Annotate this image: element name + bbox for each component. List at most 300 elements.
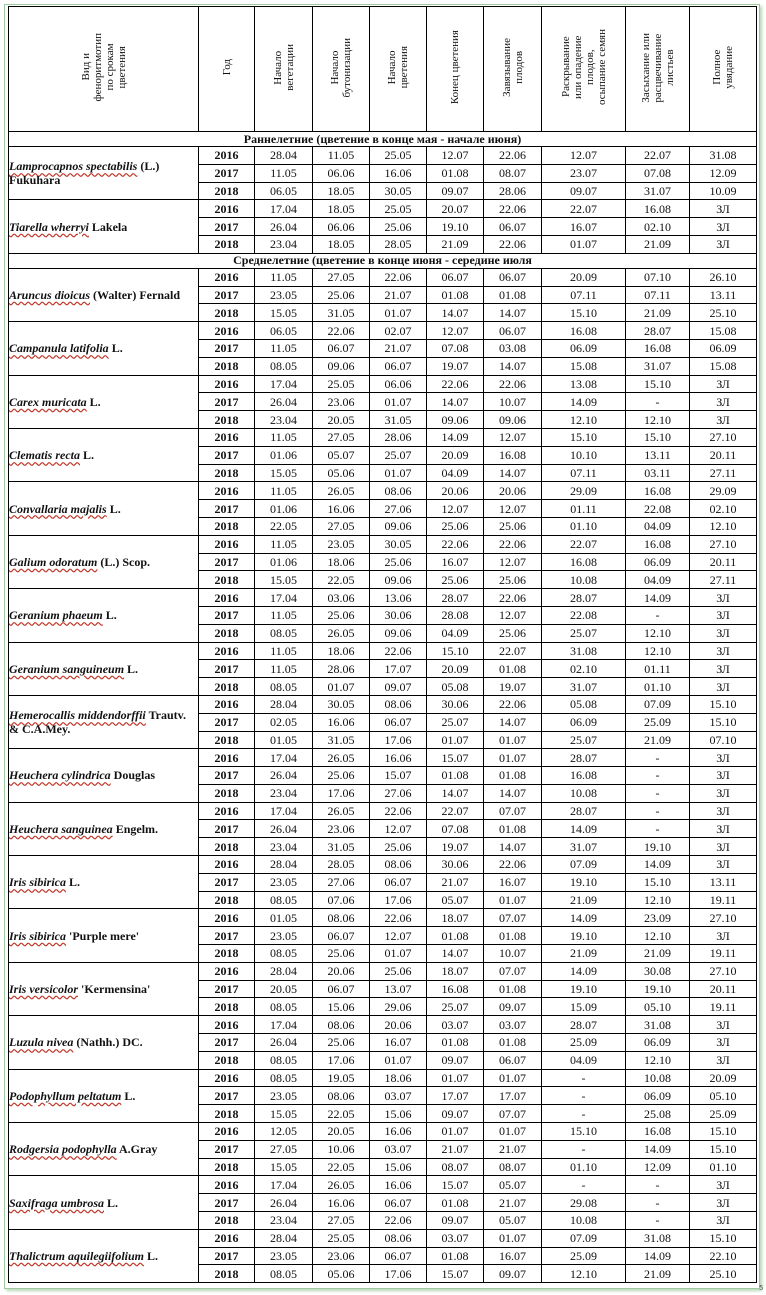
date-cell: 15.06: [313, 998, 370, 1016]
date-cell: 23.05: [255, 927, 313, 945]
date-cell: 10.06: [313, 1140, 370, 1158]
date-cell: 14.07: [484, 304, 542, 322]
date-cell: 21.09: [626, 304, 690, 322]
date-cell: 19.10: [626, 980, 690, 998]
date-cell: 03.07: [427, 1229, 484, 1247]
year-cell: 2016: [199, 642, 255, 660]
date-cell: 16.06: [313, 1194, 370, 1212]
date-cell: ЗЛ: [690, 749, 757, 767]
date-cell: 15.10: [690, 1140, 757, 1158]
date-cell: 07.10: [626, 268, 690, 286]
date-cell: 01.10: [542, 1158, 626, 1176]
date-cell: 28.04: [255, 147, 313, 165]
date-cell: 16.08: [626, 200, 690, 218]
date-cell: 17.07: [427, 1087, 484, 1105]
date-cell: 09.07: [427, 1105, 484, 1123]
date-cell: 25.07: [542, 731, 626, 749]
date-cell: 12.10: [626, 411, 690, 429]
date-cell: 17.07: [484, 1087, 542, 1105]
date-cell: 29.09: [542, 482, 626, 500]
date-cell: 17.04: [255, 375, 313, 393]
date-cell: 25.06: [370, 962, 427, 980]
date-cell: 12.09: [690, 164, 757, 182]
species-name: [9, 375, 199, 428]
species-latin-name: Iris sibirica: [9, 875, 67, 890]
date-cell: 22.07: [542, 535, 626, 553]
date-cell: ЗЛ: [690, 1176, 757, 1194]
table-row: [9, 200, 757, 218]
date-cell: 01.08: [484, 980, 542, 998]
species-latin-name: Campanula latifolia: [9, 341, 109, 356]
date-cell: 11.05: [255, 642, 313, 660]
year-cell: 2017: [199, 393, 255, 411]
species-author: L.: [108, 341, 123, 356]
date-cell: 15.10: [542, 1123, 626, 1141]
date-cell: 01.07: [370, 464, 427, 482]
date-cell: 09.06: [370, 571, 427, 589]
date-cell: 08.07: [427, 1158, 484, 1176]
date-cell: 14.09: [542, 393, 626, 411]
date-cell: 08.06: [313, 1087, 370, 1105]
species-name: [9, 1016, 199, 1069]
date-cell: -: [626, 1212, 690, 1230]
date-cell: 31.07: [626, 182, 690, 200]
date-cell: 26.04: [255, 1034, 313, 1052]
date-cell: 10.08: [542, 784, 626, 802]
date-cell: ЗЛ: [690, 624, 757, 642]
header-vegetation-start: Начало вегетации: [255, 7, 313, 132]
date-cell: 14.07: [427, 304, 484, 322]
date-cell: 23.06: [313, 820, 370, 838]
date-cell: 06.07: [484, 322, 542, 340]
date-cell: 21.07: [484, 1140, 542, 1158]
date-cell: 18.05: [313, 235, 370, 253]
year-cell: 2016: [199, 802, 255, 820]
date-cell: ЗЛ: [690, 589, 757, 607]
date-cell: 14.09: [542, 820, 626, 838]
date-cell: 22.06: [484, 535, 542, 553]
table-row: [9, 1229, 757, 1247]
date-cell: 26.05: [313, 802, 370, 820]
date-cell: 25.06: [427, 571, 484, 589]
date-cell: 18.07: [427, 909, 484, 927]
date-cell: 19.07: [484, 678, 542, 696]
date-cell: 22.06: [484, 589, 542, 607]
date-cell: 27.10: [690, 535, 757, 553]
date-cell: 30.05: [370, 535, 427, 553]
date-cell: 12.10: [542, 1265, 626, 1283]
date-cell: 16.06: [370, 1123, 427, 1141]
year-cell: 2018: [199, 784, 255, 802]
date-cell: 15.10: [542, 428, 626, 446]
date-cell: 16.07: [427, 553, 484, 571]
species-name: [9, 962, 199, 1015]
year-cell: 2016: [199, 749, 255, 767]
date-cell: 08.06: [370, 695, 427, 713]
date-cell: 20.06: [427, 482, 484, 500]
species-author: L.: [102, 608, 117, 623]
header-budding-start: Начало бутонизации: [313, 7, 370, 132]
date-cell: 05.08: [542, 695, 626, 713]
year-cell: 2016: [199, 589, 255, 607]
date-cell: 01.08: [484, 820, 542, 838]
date-cell: 14.07: [427, 393, 484, 411]
date-cell: 06.07: [370, 1247, 427, 1265]
date-cell: -: [542, 1087, 626, 1105]
date-cell: 28.06: [313, 660, 370, 678]
date-cell: 08.05: [255, 1051, 313, 1069]
date-cell: 25.05: [313, 375, 370, 393]
year-cell: 2016: [199, 1176, 255, 1194]
date-cell: 15.09: [542, 998, 626, 1016]
date-cell: 15.10: [690, 695, 757, 713]
date-cell: 26.04: [255, 393, 313, 411]
date-cell: 08.06: [370, 856, 427, 874]
date-cell: -: [542, 1140, 626, 1158]
year-cell: 2017: [199, 1247, 255, 1265]
date-cell: 22.05: [313, 571, 370, 589]
date-cell: 12.07: [370, 927, 427, 945]
date-cell: 19.10: [542, 873, 626, 891]
date-cell: 14.07: [427, 784, 484, 802]
table-row: [9, 1176, 757, 1194]
date-cell: 01.08: [427, 286, 484, 304]
date-cell: 03.07: [484, 1016, 542, 1034]
date-cell: 30.06: [427, 695, 484, 713]
date-cell: 25.06: [484, 517, 542, 535]
date-cell: 25.05: [370, 147, 427, 165]
year-cell: 2018: [199, 411, 255, 429]
date-cell: 21.09: [626, 731, 690, 749]
date-cell: 01.07: [484, 891, 542, 909]
date-cell: 09.06: [313, 357, 370, 375]
date-cell: 01.08: [427, 927, 484, 945]
date-cell: 22.07: [542, 200, 626, 218]
year-cell: 2016: [199, 375, 255, 393]
date-cell: 15.10: [690, 713, 757, 731]
date-cell: 17.04: [255, 200, 313, 218]
date-cell: 22.06: [370, 909, 427, 927]
date-cell: 05.10: [626, 998, 690, 1016]
date-cell: 14.07: [427, 945, 484, 963]
species-latin-name: Galium odoratum: [9, 554, 98, 569]
date-cell: ЗЛ: [690, 802, 757, 820]
date-cell: 25.06: [484, 571, 542, 589]
date-cell: 14.09: [542, 909, 626, 927]
header-leaf-drying: Засыхание или расцвечивание листьев: [626, 7, 690, 132]
date-cell: 31.08: [542, 642, 626, 660]
date-cell: 18.06: [370, 1069, 427, 1087]
date-cell: 16.06: [313, 500, 370, 518]
date-cell: 02.10: [690, 500, 757, 518]
date-cell: 16.07: [484, 1247, 542, 1265]
date-cell: 10.07: [484, 393, 542, 411]
species-author: Trautv. & C.A.Mey.: [9, 708, 187, 737]
date-cell: 12.07: [484, 500, 542, 518]
date-cell: 01.07: [484, 1229, 542, 1247]
date-cell: 02.10: [542, 660, 626, 678]
date-cell: 20.11: [690, 553, 757, 571]
species-name: [9, 749, 199, 802]
date-cell: 15.08: [690, 322, 757, 340]
date-cell: ЗЛ: [690, 411, 757, 429]
date-cell: ЗЛ: [690, 606, 757, 624]
date-cell: 22.06: [484, 695, 542, 713]
table-row: [9, 749, 757, 767]
date-cell: 06.09: [626, 1034, 690, 1052]
date-cell: 26.04: [255, 218, 313, 236]
species-latin-name: Thalictrum aquilegiifolium: [9, 1249, 145, 1263]
date-cell: 11.05: [255, 164, 313, 182]
date-cell: 02.05: [255, 713, 313, 731]
year-cell: 2018: [199, 945, 255, 963]
date-cell: 31.08: [626, 1016, 690, 1034]
table-row: [9, 856, 757, 874]
date-cell: 06.09: [542, 713, 626, 731]
species-author: (Walter) Fernald: [90, 287, 181, 302]
date-cell: 27.05: [313, 428, 370, 446]
date-cell: 09.07: [484, 1265, 542, 1283]
header-species: Вид и феноритмотип по срокам цветения: [9, 7, 199, 132]
date-cell: 23.04: [255, 411, 313, 429]
date-cell: 23.05: [313, 535, 370, 553]
date-cell: 03.06: [313, 589, 370, 607]
date-cell: 31.05: [313, 731, 370, 749]
species-author: (Nathh.) DC.: [73, 1035, 143, 1050]
date-cell: 07.08: [427, 339, 484, 357]
date-cell: 30.08: [626, 962, 690, 980]
header-flowering-end: Конец цветения: [427, 7, 484, 132]
date-cell: 06.07: [370, 1194, 427, 1212]
date-cell: 09.06: [370, 624, 427, 642]
species-author: (L.) Scop.: [97, 554, 151, 569]
date-cell: 15.10: [427, 642, 484, 660]
date-cell: 01.07: [370, 304, 427, 322]
date-cell: 20.11: [690, 446, 757, 464]
date-cell: 05.07: [484, 1176, 542, 1194]
date-cell: 01.07: [370, 393, 427, 411]
date-cell: 20.06: [370, 1016, 427, 1034]
date-cell: 20.05: [313, 411, 370, 429]
date-cell: 15.07: [370, 767, 427, 785]
date-cell: 31.07: [542, 838, 626, 856]
date-cell: ЗЛ: [690, 820, 757, 838]
species-name: [9, 268, 199, 321]
year-cell: 2016: [199, 1016, 255, 1034]
date-cell: 26.05: [313, 1176, 370, 1194]
date-cell: 12.10: [690, 517, 757, 535]
date-cell: 25.07: [542, 624, 626, 642]
year-cell: 2018: [199, 891, 255, 909]
date-cell: 21.09: [542, 891, 626, 909]
date-cell: 22.06: [484, 147, 542, 165]
date-cell: 22.05: [313, 1158, 370, 1176]
date-cell: 22.06: [370, 268, 427, 286]
date-cell: 15.07: [427, 1265, 484, 1283]
date-cell: 21.09: [626, 235, 690, 253]
year-cell: 2018: [199, 838, 255, 856]
species-author: L.: [121, 1088, 136, 1103]
date-cell: 25.09: [626, 713, 690, 731]
date-cell: 07.07: [484, 909, 542, 927]
date-cell: 29.06: [370, 998, 427, 1016]
date-cell: 25.06: [313, 286, 370, 304]
date-cell: 21.07: [370, 339, 427, 357]
date-cell: 07.09: [542, 856, 626, 874]
date-cell: 16.07: [542, 218, 626, 236]
date-cell: 04.09: [626, 571, 690, 589]
date-cell: 11.05: [255, 535, 313, 553]
header-flowering-start: Начало цветения: [370, 7, 427, 132]
date-cell: 25.05: [370, 200, 427, 218]
date-cell: 15.10: [626, 873, 690, 891]
date-cell: ЗЛ: [690, 767, 757, 785]
date-cell: 09.07: [484, 998, 542, 1016]
page-mark: 5: [759, 1284, 764, 1292]
date-cell: 22.10: [690, 1247, 757, 1265]
date-cell: 12.09: [626, 1158, 690, 1176]
date-cell: 23.07: [542, 164, 626, 182]
date-cell: 08.06: [370, 482, 427, 500]
date-cell: 15.05: [255, 304, 313, 322]
date-cell: 11.05: [255, 339, 313, 357]
date-cell: 25.07: [370, 446, 427, 464]
date-cell: 01.07: [484, 1123, 542, 1141]
species-latin-name: Luzula nivea: [9, 1035, 74, 1050]
date-cell: 10.07: [484, 945, 542, 963]
date-cell: -: [626, 820, 690, 838]
date-cell: 01.08: [427, 164, 484, 182]
year-cell: 2016: [199, 909, 255, 927]
species-name: [9, 482, 199, 535]
date-cell: 28.04: [255, 695, 313, 713]
date-cell: 15.05: [255, 1105, 313, 1123]
date-cell: 19.11: [690, 891, 757, 909]
date-cell: 08.05: [255, 945, 313, 963]
date-cell: 12.07: [484, 428, 542, 446]
date-cell: 20.09: [542, 268, 626, 286]
date-cell: 22.08: [626, 500, 690, 518]
date-cell: 23.05: [255, 873, 313, 891]
date-cell: 27.10: [690, 428, 757, 446]
year-cell: 2017: [199, 500, 255, 518]
date-cell: 01.08: [427, 767, 484, 785]
date-cell: ЗЛ: [690, 375, 757, 393]
date-cell: 18.05: [313, 200, 370, 218]
date-cell: -: [626, 606, 690, 624]
date-cell: 15.07: [427, 1176, 484, 1194]
species-latin-name: Convallaria majalis: [9, 501, 107, 516]
species-author: L.: [80, 448, 95, 463]
date-cell: 20.05: [313, 1123, 370, 1141]
year-cell: 2016: [199, 962, 255, 980]
date-cell: 13.07: [370, 980, 427, 998]
date-cell: 16.08: [626, 1123, 690, 1141]
date-cell: 07.07: [484, 802, 542, 820]
year-cell: 2016: [199, 200, 255, 218]
date-cell: 21.09: [427, 235, 484, 253]
date-cell: ЗЛ: [690, 784, 757, 802]
date-cell: 26.05: [313, 482, 370, 500]
date-cell: 01.08: [484, 1034, 542, 1052]
date-cell: 08.05: [255, 1069, 313, 1087]
phenology-table: [8, 6, 757, 1283]
year-cell: 2018: [199, 464, 255, 482]
date-cell: 03.11: [626, 464, 690, 482]
date-cell: 03.07: [370, 1087, 427, 1105]
date-cell: 21.09: [542, 945, 626, 963]
date-cell: 19.07: [427, 357, 484, 375]
species-latin-name: Hemerocallis middendorffii: [9, 708, 146, 723]
species-author: 'Kermensina': [78, 982, 151, 997]
section-title: Среднелетние (цветение в конце июня - середине июля: [9, 253, 757, 268]
date-cell: 10.10: [542, 446, 626, 464]
date-cell: 25.07: [427, 998, 484, 1016]
date-cell: 14.07: [484, 357, 542, 375]
date-cell: 23.04: [255, 1212, 313, 1230]
date-cell: 12.10: [626, 927, 690, 945]
date-cell: 07.11: [542, 286, 626, 304]
year-cell: 2017: [199, 660, 255, 678]
section-title: Раннелетние (цветение в конце мая - начале июня): [9, 132, 757, 147]
header-row: [9, 7, 757, 132]
date-cell: 15.10: [626, 428, 690, 446]
species-name: [9, 802, 199, 855]
date-cell: ЗЛ: [690, 1194, 757, 1212]
date-cell: 07.07: [484, 962, 542, 980]
date-cell: 12.10: [626, 891, 690, 909]
date-cell: 06.07: [484, 268, 542, 286]
date-cell: 04.09: [542, 1051, 626, 1069]
date-cell: 01.06: [255, 553, 313, 571]
date-cell: 16.06: [370, 1176, 427, 1194]
date-cell: 04.09: [626, 517, 690, 535]
species-name: [9, 909, 199, 962]
date-cell: 01.05: [255, 731, 313, 749]
species-latin-name: Saxifraga umbrosa: [9, 1195, 105, 1210]
species-name: [9, 589, 199, 642]
date-cell: 01.07: [484, 731, 542, 749]
date-cell: 01.06: [255, 500, 313, 518]
date-cell: 22.07: [626, 147, 690, 165]
date-cell: ЗЛ: [690, 838, 757, 856]
date-cell: 22.05: [255, 517, 313, 535]
date-cell: 01.07: [313, 678, 370, 696]
year-cell: 2018: [199, 571, 255, 589]
date-cell: 07.09: [626, 695, 690, 713]
date-cell: 31.08: [626, 1229, 690, 1247]
date-cell: 12.05: [255, 1123, 313, 1141]
species-author: Douglas: [110, 768, 155, 783]
date-cell: 07.10: [690, 731, 757, 749]
section-row: [9, 132, 757, 147]
date-cell: 19.10: [542, 980, 626, 998]
year-cell: 2018: [199, 304, 255, 322]
date-cell: 23.04: [255, 235, 313, 253]
date-cell: 21.09: [626, 945, 690, 963]
date-cell: 22.06: [484, 375, 542, 393]
date-cell: ЗЛ: [690, 678, 757, 696]
date-cell: 14.07: [484, 464, 542, 482]
header-fruit-opening: Раскрывание или опадение плодов, осыпание семян: [542, 7, 626, 132]
table-row: [9, 1016, 757, 1034]
date-cell: 06.06: [313, 164, 370, 182]
date-cell: 19.10: [542, 927, 626, 945]
date-cell: 14.09: [542, 962, 626, 980]
date-cell: 20.06: [313, 962, 370, 980]
date-cell: 08.06: [313, 909, 370, 927]
year-cell: 2017: [199, 767, 255, 785]
